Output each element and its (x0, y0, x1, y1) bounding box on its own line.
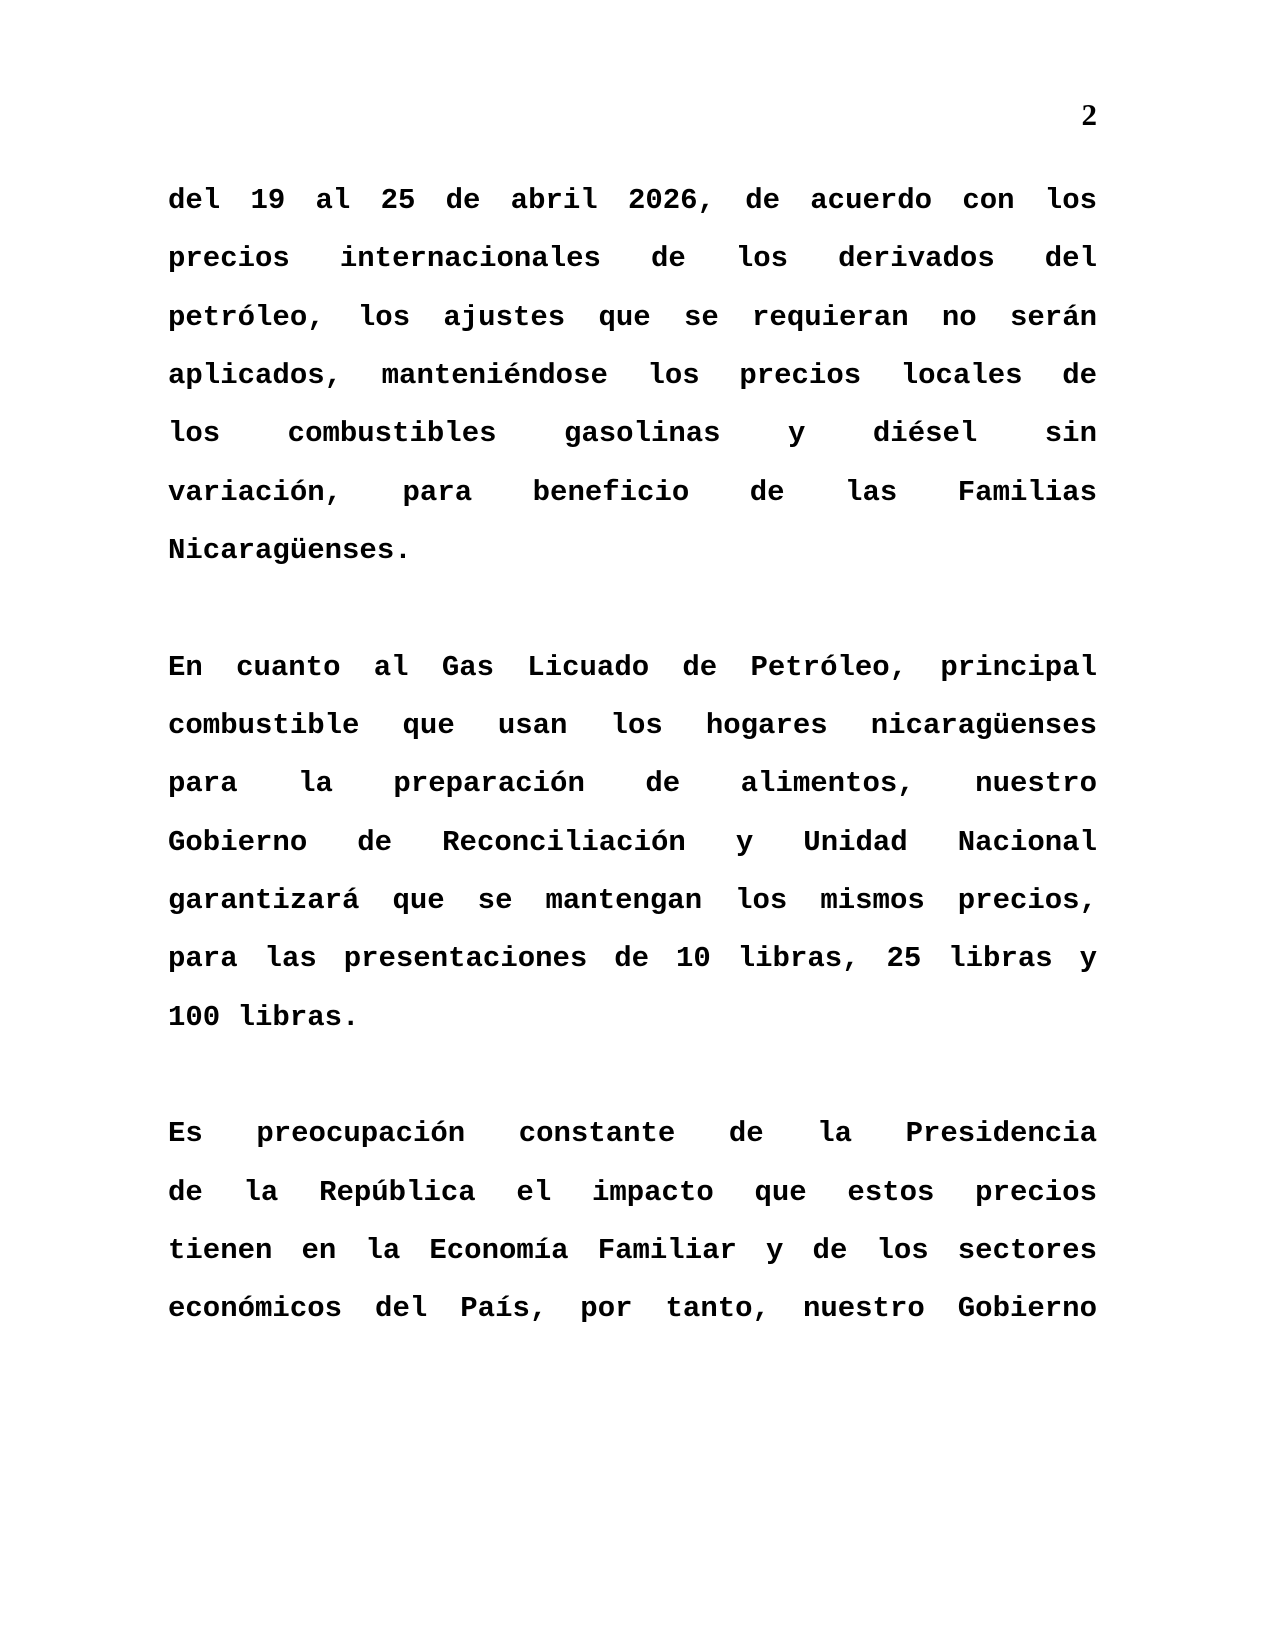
text-line: de la República el impacto que estos precios (168, 1175, 1097, 1209)
text-line: económicos del País, por tanto, nuestro Gobierno (168, 1292, 1097, 1326)
text-line: del 19 al 25 de abril 2026, de acuerdo con los (168, 184, 1097, 217)
paragraph (168, 639, 1097, 1047)
paragraph (168, 1105, 1097, 1338)
text-line: precios internacionales de los derivados del (168, 242, 1097, 276)
text-line: Es preocupación constante de la Presidencia (168, 1117, 1097, 1151)
text-line: Nicaragüenses. (168, 533, 412, 567)
page-number: 2 (1081, 97, 1097, 132)
text-line: para las presentaciones de 10 libras, 25 libras y (168, 942, 1097, 976)
text-line: los combustibles gasolinas y diésel sin (168, 417, 1097, 451)
text-line: tienen en la Economía Familiar y de los sectores (168, 1233, 1097, 1267)
text-line: combustible que usan los hogares nicaragüenses (168, 708, 1097, 742)
text-line: variación, para beneficio de las Familias (168, 475, 1097, 509)
text-line: En cuanto al Gas Licuado de Petróleo, principal (168, 650, 1097, 684)
page-number-row (168, 96, 1097, 134)
document-content (168, 172, 1097, 1397)
text-line: 100 libras. (168, 1000, 360, 1034)
paragraph (168, 172, 1097, 580)
text-line: petróleo, los ajustes que se requieran no serán (168, 300, 1097, 334)
text-line: Gobierno de Reconciliación y Unidad Nacional (168, 825, 1097, 859)
text-line: para la preparación de alimentos, nuestro (168, 767, 1097, 801)
text-line: garantizará que se mantengan los mismos precios, (168, 883, 1097, 917)
text-line: aplicados, manteniéndose los precios locales de (168, 358, 1097, 392)
